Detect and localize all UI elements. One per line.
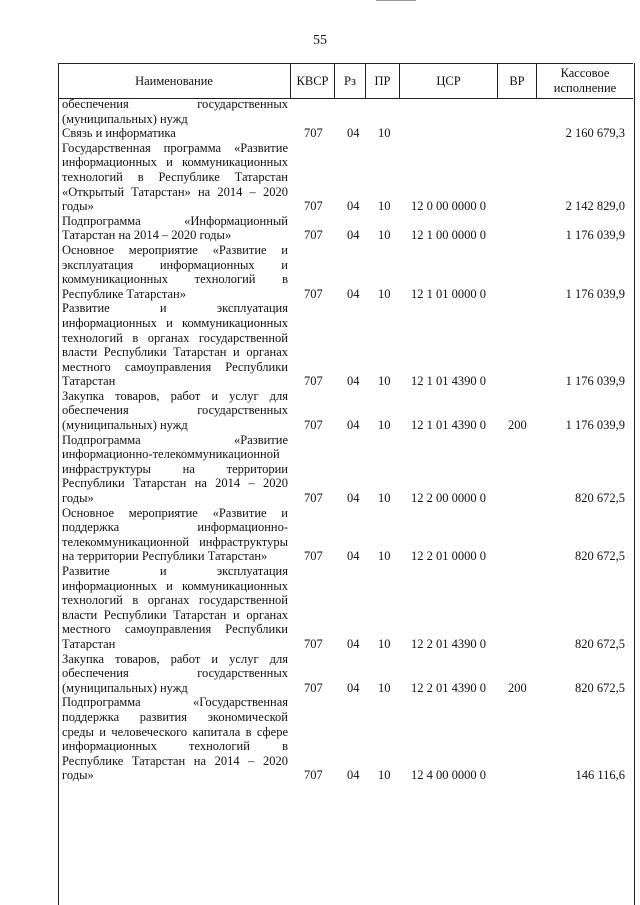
row-csr: 12 2 01 4390 0: [411, 680, 486, 695]
row-rz: 04: [347, 126, 360, 141]
header-csr: ЦСР: [399, 64, 497, 98]
row-amount: 1 176 039,9: [565, 286, 625, 301]
header-name: Наименование: [135, 73, 213, 88]
table-body: [58, 97, 633, 783]
row-name: Закупка товаров, работ и услуг для обеспечения государственных (муниципальных) нужд: [62, 388, 288, 433]
table-row: [58, 433, 633, 506]
row-amount: 820 672,5: [575, 491, 625, 506]
row-kvsr: 707: [304, 286, 323, 301]
row-pr: 10: [378, 549, 391, 564]
row-csr: 12 0 00 0000 0: [411, 199, 486, 214]
row-amount: 2 142 829,0: [565, 199, 625, 214]
row-pr: 10: [378, 636, 391, 651]
row-pr: 10: [378, 680, 391, 695]
row-csr: 12 2 00 0000 0: [411, 491, 486, 506]
row-vr: 200: [508, 680, 527, 695]
row-csr: 12 4 00 0000 0: [411, 768, 486, 783]
row-pr: 10: [378, 418, 391, 433]
row-csr: 12 2 01 0000 0: [411, 549, 486, 564]
row-amount: 1 176 039,9: [565, 374, 625, 389]
table-row: [58, 126, 633, 141]
row-rz: 04: [347, 199, 360, 214]
row-name: Основное мероприятие «Развитие и поддержка информационно-телекоммуникационной инфраструктуры на территории Республики Татарстан»: [62, 505, 288, 564]
row-amount: 146 116,6: [575, 768, 625, 783]
header-kvsr: КВСР: [290, 64, 334, 98]
row-rz: 04: [347, 286, 360, 301]
row-name: Развитие и эксплуатация информационных и коммуникационных технологий в органах государственной власти Республики Татарстан и органах местного самоуправления Республики Татарстан: [62, 301, 288, 389]
row-kvsr: 707: [304, 491, 323, 506]
header-vr: ВР: [497, 64, 536, 98]
table-row: [58, 301, 633, 389]
row-rz: 04: [347, 491, 360, 506]
row-rz: 04: [347, 549, 360, 564]
row-name: Подпрограмма «Информационный Татарстан на 2014 – 2020 годы»: [62, 213, 288, 243]
row-rz: 04: [347, 228, 360, 243]
row-csr: 12 2 01 4390 0: [411, 636, 486, 651]
row-pr: 10: [378, 491, 391, 506]
header-rz: Рз: [334, 64, 365, 98]
table-row: [58, 506, 633, 564]
row-amount: 2 160 679,3: [565, 126, 625, 141]
row-rz: 04: [347, 374, 360, 389]
page-number: 55: [313, 33, 327, 48]
row-rz: 04: [347, 680, 360, 695]
row-csr: 12 1 01 4390 0: [411, 418, 486, 433]
row-kvsr: 707: [304, 549, 323, 564]
row-kvsr: 707: [304, 199, 323, 214]
row-kvsr: 707: [304, 680, 323, 695]
row-csr: 12 1 00 0000 0: [411, 228, 486, 243]
row-rz: 04: [347, 636, 360, 651]
table-row: [58, 243, 633, 301]
row-name: Подпрограмма «Государственная поддержка развития экономической среды и человеческого капитала в сфере информационных технологий в Республике Татарстан на 2014 – 2020 годы»: [62, 695, 288, 783]
row-kvsr: 707: [304, 768, 323, 783]
row-name: Связь и информатика: [62, 126, 176, 141]
row-vr: 200: [508, 418, 527, 433]
table-row: [58, 695, 633, 783]
row-kvsr: 707: [304, 636, 323, 651]
row-pr: 10: [378, 126, 391, 141]
table-row: [58, 97, 633, 126]
row-amount: 1 176 039,9: [565, 228, 625, 243]
row-rz: 04: [347, 768, 360, 783]
header-pr: ПР: [365, 64, 399, 98]
row-name: Развитие и эксплуатация информационных и коммуникационных технологий в органах государственной власти Республики Татарстан и органах местного самоуправления Республики Татарстан: [62, 564, 288, 651]
header-amount: Кассовое исполнение: [536, 64, 633, 98]
row-amount: 1 176 039,9: [565, 418, 625, 433]
table-row: [58, 141, 633, 214]
row-pr: 10: [378, 374, 391, 389]
row-name: Подпрограмма «Развитие информационно-телекоммуникационной инфраструктуры на территории Республики Татарстан на 2014 – 2020 годы»: [62, 432, 288, 506]
row-amount: 820 672,5: [575, 549, 625, 564]
row-kvsr: 707: [304, 418, 323, 433]
row-pr: 10: [378, 199, 391, 214]
row-name: Основное мероприятие «Развитие и эксплуатация информационных и коммуникационных технологий в Республике Татарстан»: [62, 242, 288, 301]
row-csr: 12 1 01 4390 0: [411, 374, 486, 389]
table-row: [58, 652, 633, 696]
table-row: [58, 564, 633, 652]
row-name: Государственная программа «Развитие информационных и коммуникационных технологий в Республике Татарстан «Открытый Татарстан» на 2014 – 2020 годы»: [62, 140, 288, 214]
row-name: Закупка товаров, работ и услуг для обеспечения государственных (муниципальных) нужд: [62, 651, 288, 695]
row-kvsr: 707: [304, 126, 323, 141]
scan-artifact-line: [376, 0, 416, 1]
row-pr: 10: [378, 768, 391, 783]
table-header: [58, 63, 633, 99]
row-amount: 820 672,5: [575, 680, 625, 695]
row-kvsr: 707: [304, 228, 323, 243]
table-row: [58, 214, 633, 243]
row-csr: 12 1 01 0000 0: [411, 286, 486, 301]
row-pr: 10: [378, 286, 391, 301]
table-row: [58, 389, 633, 433]
row-amount: 820 672,5: [575, 636, 625, 651]
row-pr: 10: [378, 228, 391, 243]
row-kvsr: 707: [304, 374, 323, 389]
row-name: обеспечения государственных (муниципальных) нужд: [62, 97, 288, 126]
row-rz: 04: [347, 418, 360, 433]
